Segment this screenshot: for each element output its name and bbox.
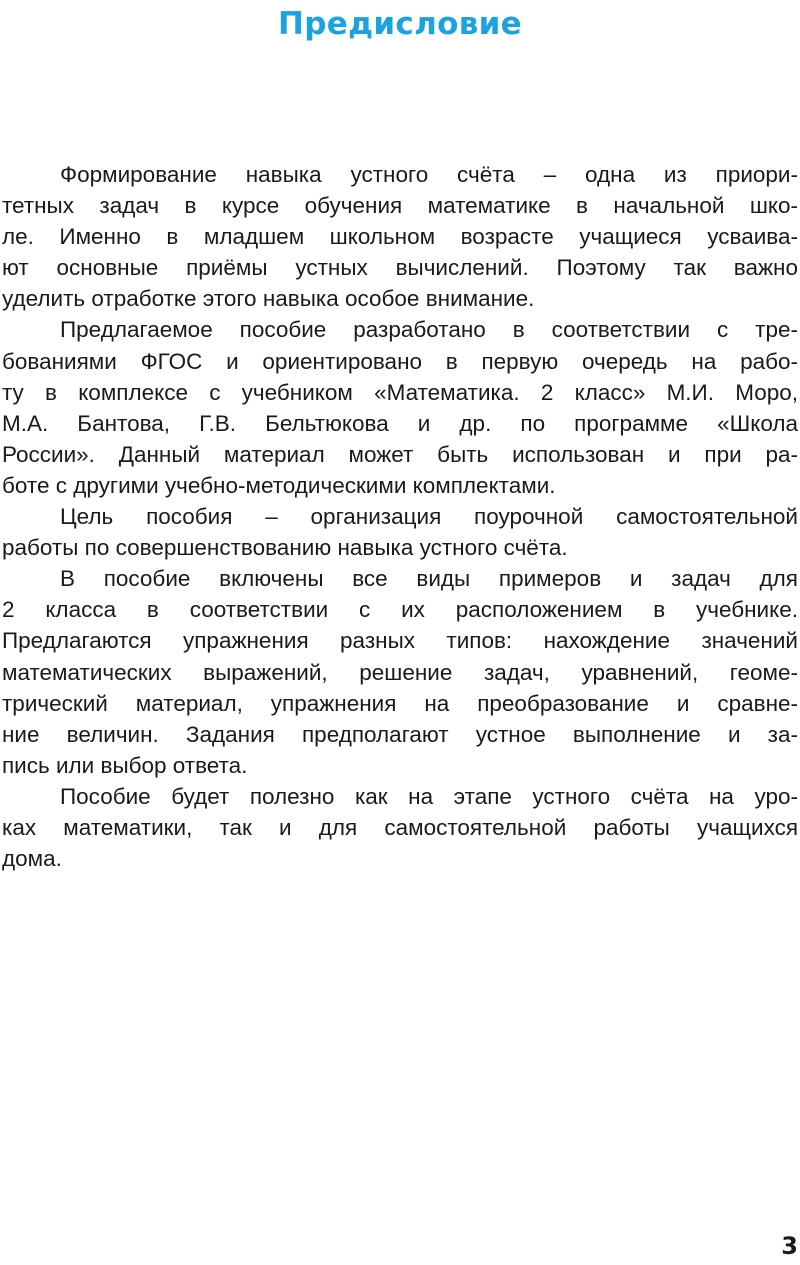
text-line: России». Данный материал может быть использован и при ра- [2,441,798,467]
text-line: В пособие включены все виды примеров и задач для [60,566,798,592]
text-line: Предлагаются упражнения разных типов: нахождение значений [2,628,798,654]
preface-text [2,159,798,874]
text-line: работы по совершенствованию навыка устного счёта. [2,535,568,561]
text-line: ках математики, так и для самостоятельной работы учащихся [2,814,798,840]
text-line: ту в комплексе с учебником «Математика. 2 класс» М.И. Моро, [2,379,798,405]
text-line: пись или выбор ответа. [2,752,248,778]
text-line: ют основные приёмы устных вычислений. Поэтому так важно [2,255,798,281]
text-line: ние величин. Задания предполагают устное выполнение и за- [2,721,798,747]
text-line: Предлагаемое пособие разработано в соответствии с тре- [60,317,798,343]
text-line: боте с другими учебно-методическими комплектами. [2,472,556,498]
page-title: Предисловие [278,6,522,42]
text-line: 2 класса в соответствии с их расположением в учебнике. [2,597,798,623]
text-line: М.А. Бантова, Г.В. Бельтюкова и др. по программе «Школа [2,410,798,436]
text-line: ле. Именно в младшем школьном возрасте учащиеся усваива- [2,224,798,250]
text-line: уделить отработке этого навыка особое внимание. [2,286,535,312]
text-line: дома. [2,846,62,872]
page-number: 3 [781,1232,798,1260]
text-line: Цель пособия – организация поурочной самостоятельной [60,504,798,530]
text-line: трический материал, упражнения на преобразование и сравне- [2,690,798,716]
text-line: Формирование навыка устного счёта – одна из приори- [60,162,798,187]
text-line: математических выражений, решение задач, уравнений, геоме- [2,659,798,685]
text-line: Пособие будет полезно как на этапе устного счёта на уро- [60,783,798,809]
text-line: тетных задач в курсе обучения математике в начальной шко- [2,193,798,219]
text-line: бованиями ФГОС и ориентировано в первую очередь на рабо- [2,348,798,374]
